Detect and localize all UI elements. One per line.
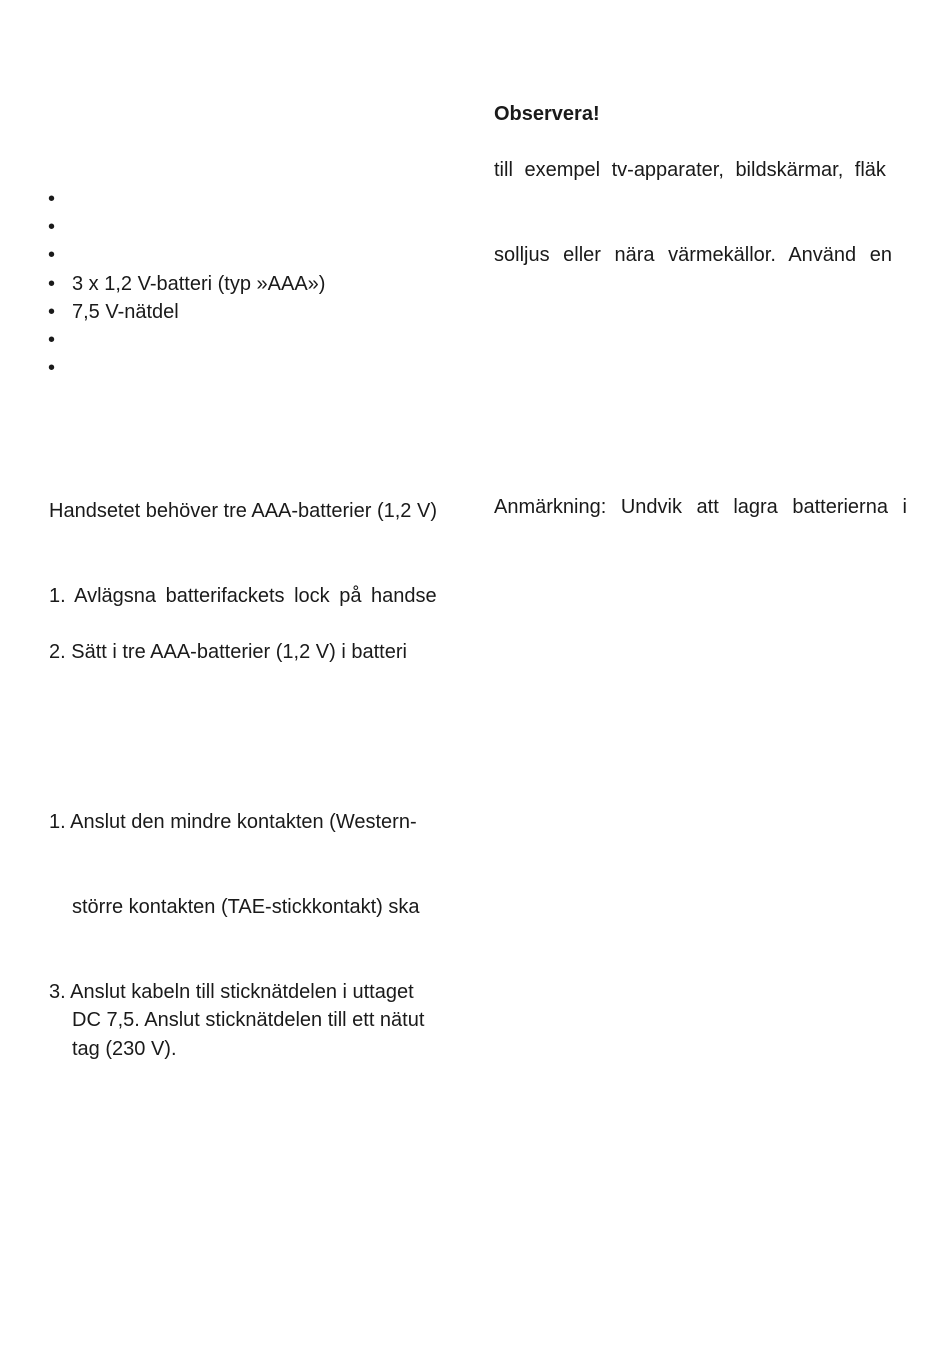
connect-step-2-continuation: större kontakten (TAE-stickkontakt) ska — [72, 896, 420, 918]
warning-line-2: solljus eller nära värmekällor. Använd en — [494, 244, 892, 266]
connect-step-3-line-2: DC 7,5. Anslut sticknätdelen till ett nätut — [72, 1009, 425, 1031]
bullet-marker: • — [48, 357, 56, 379]
battery-step-1-text: 1. Avlägsna batterifackets lock på handse — [49, 585, 437, 607]
bullet-marker: • — [48, 216, 56, 238]
bullet-marker: • — [48, 301, 56, 323]
connect-step-1: 1. Anslut den mindre kontakten (Western- — [49, 811, 417, 833]
connect-step-3-line-3: tag (230 V). — [72, 1038, 177, 1060]
battery-step-1 — [49, 582, 453, 610]
connect-step-3-line-1: 3. Anslut kabeln till sticknätdelen i uttaget — [49, 981, 414, 1003]
battery-storage-note: Anmärkning: Undvik att lagra batterierna i — [494, 496, 907, 518]
observe-heading: Observera! — [494, 103, 600, 125]
warning-line-1: till exempel tv-apparater, bildskärmar, fläk — [494, 159, 886, 181]
bullet-marker: • — [48, 244, 56, 266]
list-item: 3 x 1,2 V-batteri (typ »AAA») — [72, 273, 326, 295]
bullet-marker: • — [48, 273, 56, 295]
list-item: 7,5 V-nätdel — [72, 301, 179, 323]
bullet-marker: • — [48, 188, 56, 210]
bullet-marker: • — [48, 329, 56, 351]
battery-step-2: 2. Sätt i tre AAA-batterier (1,2 V) i batteri — [49, 641, 407, 663]
battery-intro: Handsetet behöver tre AAA-batterier (1,2 V) — [49, 500, 437, 522]
